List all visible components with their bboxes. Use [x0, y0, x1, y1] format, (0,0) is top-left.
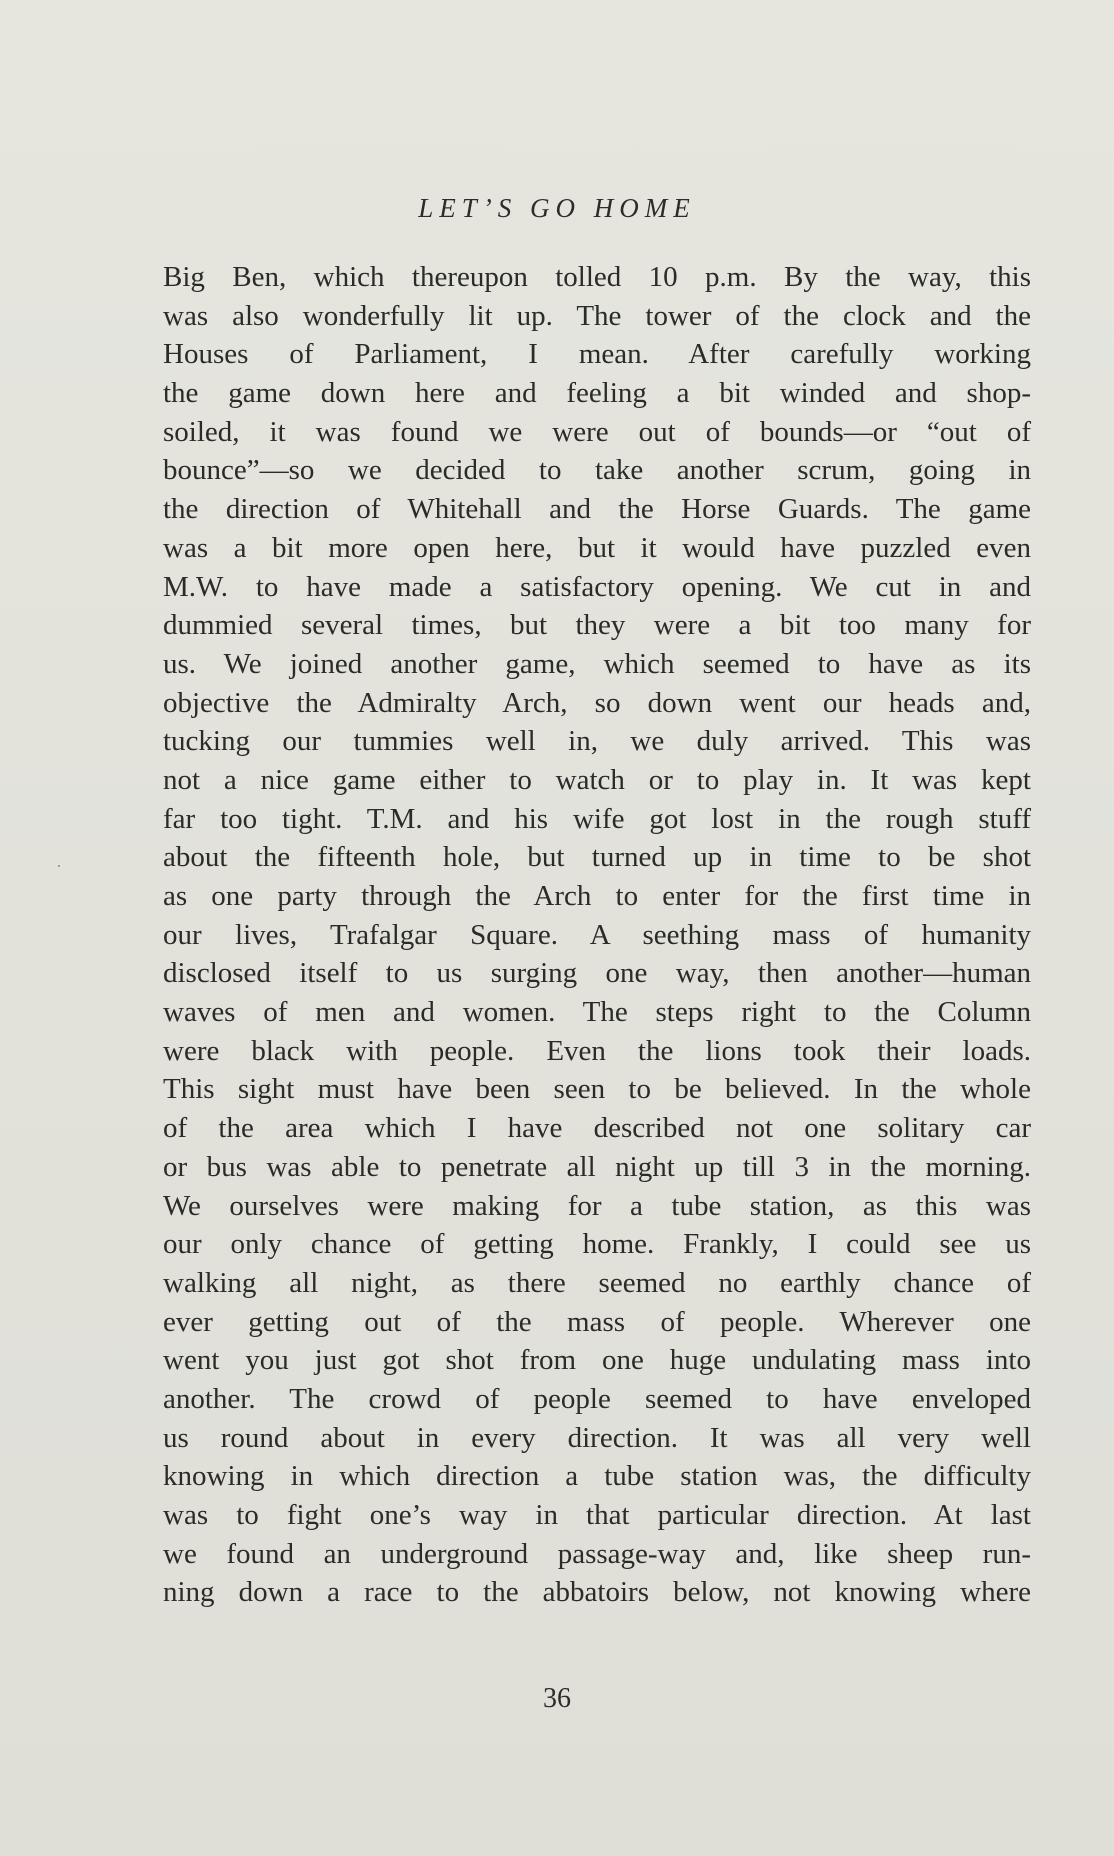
text-line: of the area which I have described not one solitary car	[163, 1112, 1031, 1145]
text-line: walking all night, as there seemed no earthly chance of	[163, 1266, 1031, 1299]
text-line: or bus was able to penetrate all night up till 3 in the morning.	[163, 1150, 1031, 1183]
text-line: objective the Admiralty Arch, so down went our heads and,	[163, 686, 1031, 719]
text-line: us round about in every direction. It was all very well	[163, 1421, 1031, 1454]
text-line: ning down a race to the abbatoirs below, not knowing where	[163, 1576, 1031, 1609]
paper-speck	[58, 865, 60, 867]
text-line: We ourselves were making for a tube station, as this was	[163, 1189, 1031, 1222]
text-line: Big Ben, which thereupon tolled 10 p.m. By the way, this	[163, 261, 1031, 293]
text-line: our only chance of getting home. Frankly, I could see us	[163, 1228, 1031, 1261]
text-line: was also wonderfully lit up. The tower of the clock and the	[163, 299, 1031, 332]
text-line: another. The crowd of people seemed to have enveloped	[163, 1382, 1031, 1415]
text-line: disclosed itself to us surging one way, then another—human	[163, 957, 1031, 990]
text-line: waves of men and women. The steps right to the Column	[163, 996, 1031, 1029]
text-line: our lives, Trafalgar Square. A seething mass of humanity	[163, 918, 1031, 951]
running-head: LET’S GO HOME	[418, 193, 696, 223]
text-line: tucking our tummies well in, we duly arrived. This was	[163, 725, 1031, 758]
body-text	[163, 258, 1031, 1612]
text-line: the direction of Whitehall and the Horse Guards. The game	[163, 493, 1031, 526]
text-line: was to fight one’s way in that particular direction. At last	[163, 1499, 1031, 1531]
text-line: M.W. to have made a satisfactory opening. We cut in and	[163, 570, 1031, 603]
text-line: ever getting out of the mass of people. Wherever one	[163, 1305, 1031, 1338]
text-line: not a nice game either to watch or to play in. It was kept	[163, 763, 1031, 796]
text-line: us. We joined another game, which seemed to have as its	[163, 647, 1031, 680]
text-line: as one party through the Arch to enter for the first time in	[163, 880, 1031, 912]
text-line: This sight must have been seen to be believed. In the whole	[163, 1073, 1031, 1106]
text-line: was a bit more open here, but it would have puzzled even	[163, 531, 1031, 564]
text-line: dummied several times, but they were a bit too many for	[163, 609, 1031, 642]
text-line: went you just got shot from one huge undulating mass into	[163, 1344, 1031, 1377]
text-line: soiled, it was found we were out of bounds—or “out of	[163, 415, 1031, 448]
text-line: Houses of Parliament, I mean. After carefully working	[163, 338, 1031, 371]
text-line: about the fifteenth hole, but turned up in time to be shot	[163, 841, 1031, 874]
text-line: knowing in which direction a tube station was, the difficulty	[163, 1460, 1031, 1493]
text-line: bounce”—so we decided to take another scrum, going in	[163, 454, 1031, 487]
text-line: the game down here and feeling a bit winded and shop-	[163, 377, 1031, 410]
page-number: 36	[543, 1683, 571, 1714]
text-line: we found an underground passage-way and, like sheep run-	[163, 1537, 1031, 1570]
text-line: far too tight. T.M. and his wife got lost in the rough stuff	[163, 802, 1031, 835]
text-line: were black with people. Even the lions took their loads.	[163, 1034, 1031, 1067]
